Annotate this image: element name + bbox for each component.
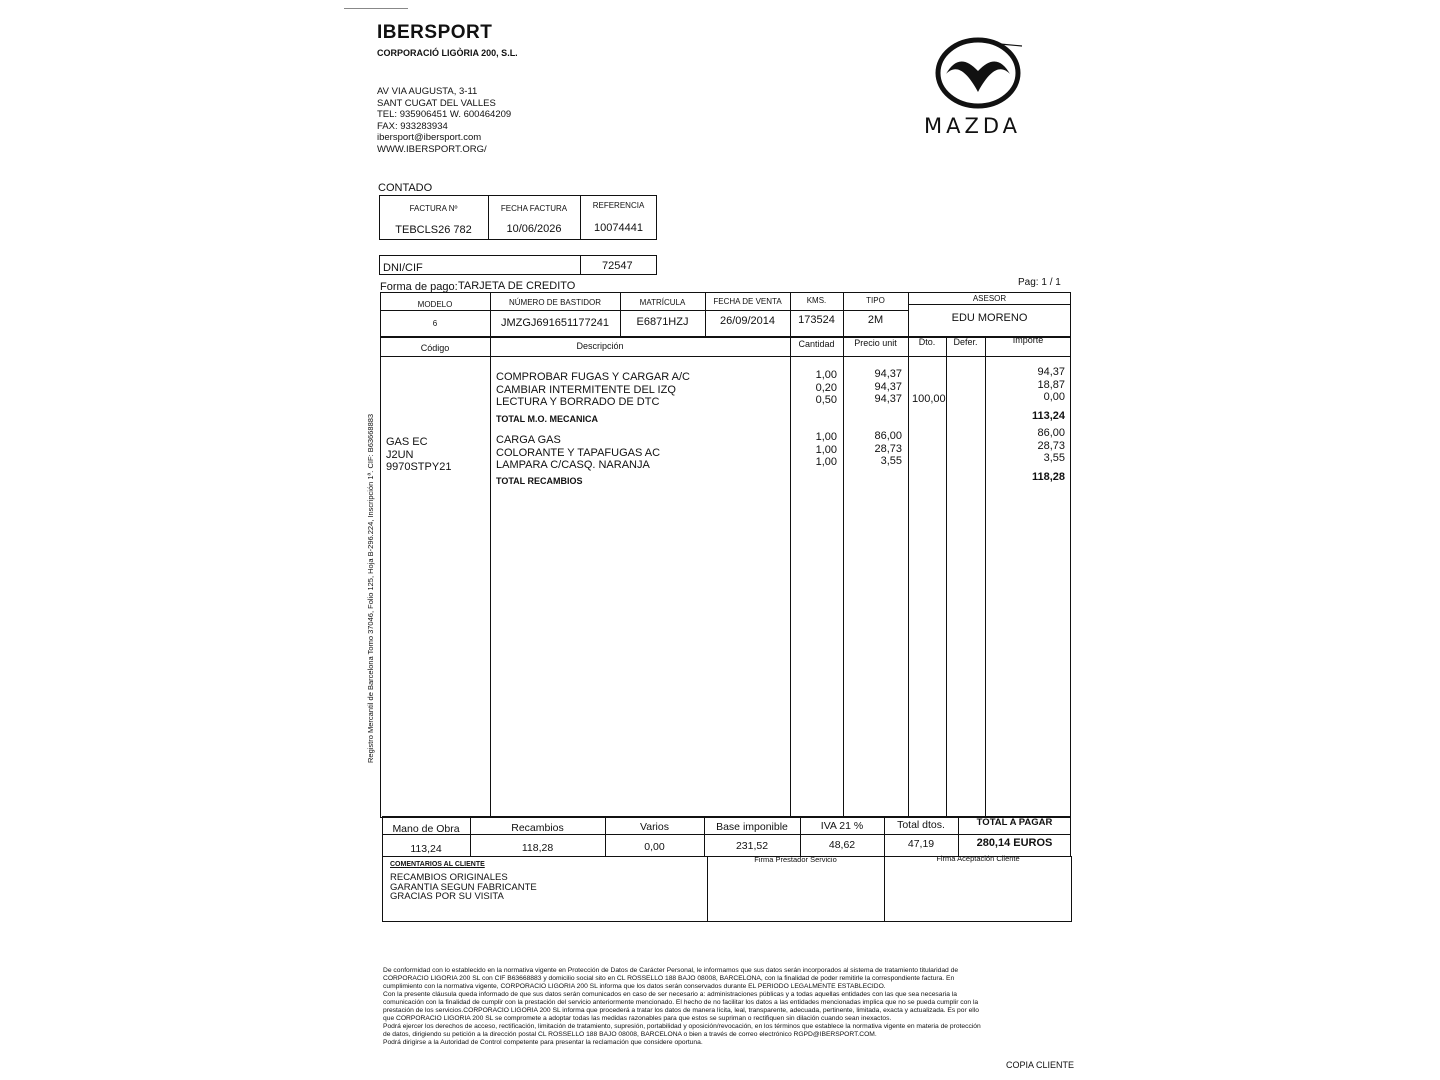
- line-quantity: 0,20: [815, 381, 837, 394]
- legal-line: prestación de los servicios.CORPORACIO LIGORIA 200 SL informa que procederá a tratar los datos de manera lícita, leal, transparente, adecuada, pertinente, limitada, exacta y actualizada. Es por ello: [383, 1006, 979, 1014]
- parts-codes: [386, 436, 451, 474]
- invoice-number: TEBCLS26 782: [395, 224, 472, 236]
- line-description: LECTURA Y BORRADO DE DTC: [496, 396, 660, 408]
- invoice-date: 10/06/2026: [506, 223, 562, 235]
- line-quantity: 0,50: [815, 394, 837, 406]
- labour-descriptions: [496, 371, 690, 409]
- invoice-reference-label: REFERENCIA: [592, 201, 645, 210]
- total-base-label: Base imponible: [716, 821, 788, 833]
- address-line: WWW.IBERSPORT.ORG/: [377, 143, 487, 155]
- line-code: J2UN: [386, 448, 414, 461]
- client-signature-label: Firma Aceptación Cliente: [936, 854, 1020, 863]
- vehicle-advisor: EDU MORENO: [951, 312, 1028, 324]
- line-description: LAMPARA C/CASQ. NARANJA: [496, 459, 650, 471]
- col-deferred-label: Defer.: [953, 337, 978, 347]
- parts-total: 118,28: [1031, 471, 1065, 483]
- comments-lines: [390, 873, 537, 902]
- company-address: [377, 86, 511, 155]
- vehicle-model: 6: [432, 319, 438, 328]
- page-number: Pag: 1 / 1: [1018, 277, 1061, 288]
- comment-line: GARANTIA SEGUN FABRICANTE: [390, 881, 537, 893]
- line-amount: 3,55: [1043, 452, 1065, 464]
- col-sale-date-label: FECHA DE VENTA: [713, 297, 782, 306]
- col-advisor-label: ASESOR: [972, 294, 1007, 303]
- registry-text: Registro Mercantil de Barcelona Tomo 37046, Folio 125, Hoja B-296.224, Inscripción 1ª. CIF: B63668883: [366, 413, 375, 763]
- line-amount: 94,37: [1037, 366, 1065, 378]
- col-quantity-label: Cantidad: [798, 339, 835, 349]
- line-unit-price: 94,37: [874, 393, 902, 405]
- parts-descriptions: [496, 434, 660, 472]
- vehicle-kms: 173524: [798, 314, 835, 326]
- legal-line: que CORPORACIO LIGORIA 200 SL se compromete a adoptar todas las medidas razonables para que estos se supriman o rectifiquen sin dilación cuando sean inexactos.: [383, 1014, 892, 1022]
- vehicle-plate: E6871HZJ: [636, 316, 689, 328]
- line-quantity: 1,00: [815, 443, 837, 456]
- copy-label: COPIA CLIENTE: [1006, 1060, 1075, 1070]
- line-description: CARGA GAS: [496, 434, 561, 446]
- col-vin-label: NÚMERO DE BASTIDOR: [508, 298, 601, 307]
- line-amount: 0,00: [1043, 391, 1065, 403]
- total-misc: 0,00: [644, 841, 665, 853]
- payment-value: TARJETA DE CREDITO: [458, 280, 576, 292]
- invoice-reference: 10074441: [594, 222, 643, 234]
- line-quantity: 1,00: [815, 431, 837, 443]
- col-kms-label: KMS.: [806, 296, 827, 305]
- parts-amounts: [985, 427, 1065, 465]
- legal-line: Podrá dirigirse a la Autoridad de Control competente para presentar la reclamación que considere oportuna.: [383, 1038, 703, 1046]
- line-description: COMPROBAR FUGAS Y CARGAR A/C: [496, 371, 690, 383]
- line-description: COLORANTE Y TAPAFUGAS AC: [496, 446, 661, 459]
- col-code-label: Código: [420, 343, 450, 353]
- company-legal-name: CORPORACIÓ LIGÒRIA 200, S.L.: [377, 48, 518, 58]
- col-amount-label: Importe: [1012, 335, 1044, 345]
- lines-table: [380, 336, 1071, 818]
- labour-prices: [843, 368, 902, 406]
- company-name: IBERSPORT: [377, 22, 493, 43]
- total-labour: 113,24: [410, 843, 442, 855]
- total-base: 231,52: [735, 840, 769, 852]
- line-description: CAMBIAR INTERMITENTE DEL IZQ: [496, 383, 676, 396]
- legal-line: Podrá ejercer los derechos de acceso, rectificación, limitación de tratamiento, supresión, portabilidad y oposición/revocación, en los términos que establece la normativa vigente en materia de protección: [383, 1022, 981, 1030]
- payment-label: Forma de pago:: [380, 281, 458, 293]
- line-discount: 100,00: [912, 393, 946, 405]
- line-unit-price: 86,00: [874, 430, 902, 442]
- col-description-label: Descripción: [576, 341, 624, 351]
- vehicle-type: 2M: [867, 314, 884, 326]
- payment-type: CONTADO: [378, 182, 433, 194]
- vehicle-vin: JMZGJ691651177241: [500, 317, 610, 329]
- provider-signature-label: Firma Prestador Servicio: [754, 855, 837, 864]
- total-parts: 118,28: [521, 842, 554, 854]
- total-to-pay-label: TOTAL A PAGAR: [976, 817, 1053, 828]
- line-code: 9970STPY21: [386, 461, 452, 473]
- line-unit-price: 28,73: [874, 442, 902, 455]
- comment-line: RECAMBIOS ORIGINALES: [390, 872, 508, 883]
- total-discounts: 47,19: [907, 838, 935, 850]
- legal-line: De conformidad con lo establecido en la normativa vigente en Protección de Datos de Carácter Personal, le informamos que sus datos serán incorporados al sistema de tratamiento titularidad de: [383, 967, 959, 974]
- comments-label: COMENTARIOS AL CLIENTE: [390, 861, 485, 868]
- line-unit-price: 94,37: [874, 380, 902, 393]
- legal-line: Con la presente cláusula queda informado de que sus datos serán comunicados en caso de ser necesario a: administraciones públicas y a todas aquellas entidades con las que sea necesaria la: [383, 990, 957, 998]
- scan-artifact-line: [344, 8, 408, 9]
- address-line: AV VIA AUGUSTA, 3-11: [377, 86, 478, 97]
- col-model-label: MODELO: [417, 300, 453, 309]
- legal-line: cumplimiento con la normativa vigente, CORPORACIO LIGORIA 200 SL informa que los datos serán conservados durante EL PERIODO LEGALMENTE ESTABLECIDO.: [383, 982, 886, 990]
- labour-quantities: [790, 369, 837, 407]
- mazda-logo-icon: [930, 36, 1026, 110]
- col-type-label: TIPO: [866, 296, 885, 305]
- parts-quantities: [790, 431, 837, 469]
- address-line: ibersport@ibersport.com: [377, 132, 482, 143]
- comment-line: GRACIAS POR SU VISITA: [390, 891, 504, 902]
- line-code: GAS EC: [386, 436, 428, 448]
- line-quantity: 1,00: [815, 456, 837, 468]
- address-line: FAX: 933283934: [377, 120, 448, 132]
- invoice-number-label: FACTURA Nº: [409, 204, 458, 213]
- line-unit-price: 3,55: [880, 455, 902, 467]
- total-discounts-label: Total dtos.: [897, 819, 945, 831]
- labour-amounts: [985, 366, 1065, 404]
- labour-total: 113,24: [1031, 410, 1065, 422]
- total-to-pay: 280,14 EUROS: [976, 837, 1053, 849]
- line-amount: 18,87: [1037, 378, 1065, 391]
- total-labour-label: Mano de Obra: [392, 823, 460, 835]
- labour-total-label: TOTAL M.O. MECANICA: [496, 414, 598, 424]
- line-unit-price: 94,37: [874, 368, 902, 380]
- parts-total-label: TOTAL RECAMBIOS: [496, 476, 583, 486]
- col-plate-label: MATRÍCULA: [639, 298, 686, 307]
- brand-name: MAZDA: [924, 114, 1022, 138]
- legal-line: comunicación con la finalidad de cumplir con la prestación del servicio anteriormente mencionado. El hecho de no facilitar los datos a las entidades mencionadas implica que no se pueda cumplir con la: [383, 998, 979, 1006]
- legal-line: CORPORACIO LIGORIA 200 SL con CIF B63668883 y domicilio social sito en CL ROSSELLO 188 BAJO 08008, BARCELONA, con la finalidad de poder remitirle la correspondiente factura. En: [383, 974, 955, 982]
- col-unit-price-label: Precio unit: [854, 338, 897, 348]
- vehicle-sale-date: 26/09/2014: [719, 315, 776, 327]
- parts-prices: [843, 430, 902, 468]
- invoice-date-label: FECHA FACTURA: [500, 204, 568, 213]
- total-vat: 48,62: [828, 839, 856, 851]
- address-line: TEL: 935906451 W. 600464209: [377, 109, 512, 120]
- address-line: SANT CUGAT DEL VALLES: [377, 97, 496, 109]
- line-quantity: 1,00: [815, 369, 837, 381]
- legal-text: [383, 967, 1075, 1047]
- total-vat-label: IVA 21 %: [820, 820, 864, 832]
- total-parts-label: Recambios: [511, 822, 564, 834]
- dni-label: DNI/CIF: [383, 262, 423, 274]
- line-amount: 86,00: [1037, 427, 1065, 439]
- col-discount-label: Dto.: [918, 337, 936, 347]
- line-amount: 28,73: [1037, 439, 1065, 452]
- total-misc-label: Varios: [640, 821, 669, 833]
- legal-line: de datos, dirigiendo su petición a la dirección postal CL ROSSELLO 188 BAJO 08008, BARCELONA o bien a través de correo electrónico RGPD@IBERSPORT.COM.: [383, 1030, 877, 1038]
- dni-value: 72547: [602, 260, 633, 272]
